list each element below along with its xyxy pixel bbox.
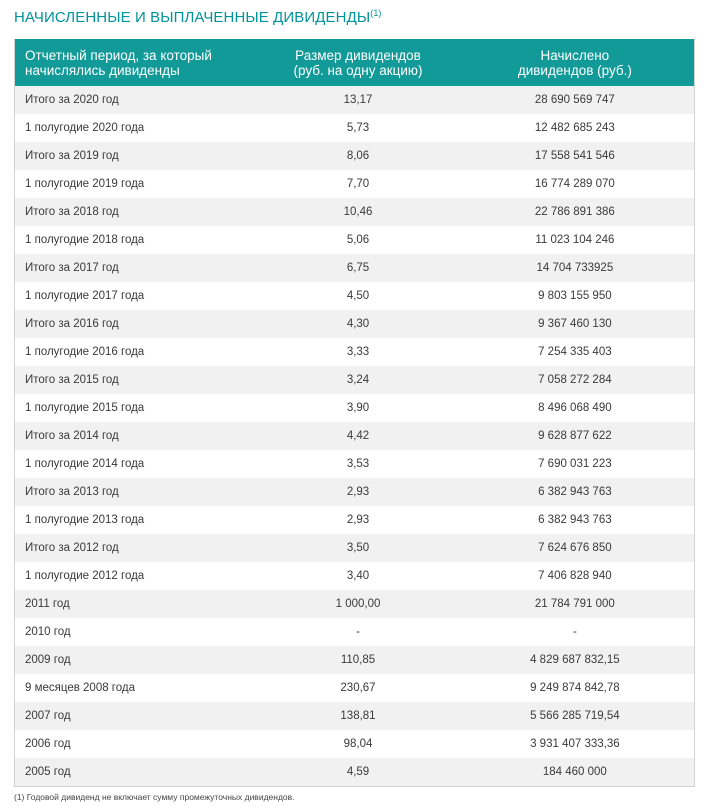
cell-size: 2,93 xyxy=(346,486,370,498)
cell-size: - xyxy=(356,626,360,638)
cell-period: 1 полугодие 2012 года xyxy=(25,570,145,582)
table-row xyxy=(15,198,694,226)
cell-size: 138,81 xyxy=(340,710,376,722)
cell-period: 1 полугодие 2018 года xyxy=(25,234,145,246)
cell-period: Итого за 2015 год xyxy=(25,374,119,386)
cell-period: 2005 год xyxy=(25,766,71,778)
header-period xyxy=(15,39,260,86)
cell-accrued: 8 496 068 490 xyxy=(538,402,612,414)
table-row xyxy=(15,702,694,730)
cell-period: 2009 год xyxy=(25,654,71,666)
cell-size: 98,04 xyxy=(343,738,373,750)
cell-accrued: 9 803 155 950 xyxy=(538,290,612,302)
table-header xyxy=(15,39,694,86)
cell-period: Итого за 2019 год xyxy=(25,150,119,162)
cell-period: 1 полугодие 2013 года xyxy=(25,514,145,526)
table-row xyxy=(15,86,694,114)
cell-period: 2006 год xyxy=(25,738,71,750)
table-row xyxy=(15,282,694,310)
cell-accrued: 6 382 943 763 xyxy=(538,486,612,498)
cell-period: 2007 год xyxy=(25,710,71,722)
cell-accrued: 7 406 828 940 xyxy=(538,570,612,582)
cell-size: 7,70 xyxy=(346,178,370,190)
cell-size: 2,93 xyxy=(346,514,370,526)
table-row xyxy=(15,450,694,478)
cell-size: 3,90 xyxy=(346,402,370,414)
header-size-line1: Размер дивидендов xyxy=(295,47,421,63)
cell-period: 1 полугодие 2014 года xyxy=(25,458,145,470)
table-row xyxy=(15,226,694,254)
table-row xyxy=(15,506,694,534)
cell-accrued: 9 628 877 622 xyxy=(538,430,612,442)
cell-size: 4,42 xyxy=(346,430,370,442)
cell-size: 6,75 xyxy=(346,262,370,274)
cell-accrued: 22 786 891 386 xyxy=(534,206,615,218)
cell-accrued: 14 704 733925 xyxy=(536,262,614,274)
cell-period: Итого за 2018 год xyxy=(25,206,119,218)
table-row xyxy=(15,366,694,394)
title-footnote-marker: (1) xyxy=(370,8,382,18)
table-body xyxy=(15,86,694,786)
header-period-line2: начислялись дивиденды xyxy=(25,62,180,78)
cell-accrued: 11 023 104 246 xyxy=(535,234,615,246)
table-row xyxy=(15,142,694,170)
cell-size: 5,73 xyxy=(346,122,370,134)
table-row xyxy=(15,422,694,450)
cell-accrued: 6 382 943 763 xyxy=(538,514,612,526)
cell-period: 1 полугодие 2015 года xyxy=(25,402,145,414)
footnote: (1) Годовой дивиденд не включает сумму промежуточных дивидендов. xyxy=(14,792,295,802)
cell-size: 4,50 xyxy=(346,290,370,302)
cell-period: 2011 год xyxy=(25,598,70,610)
page-title-text: НАЧИСЛЕННЫЕ И ВЫПЛАЧЕННЫЕ ДИВИДЕНДЫ xyxy=(14,9,371,26)
cell-size: 3,53 xyxy=(346,458,370,470)
cell-accrued: 7 058 272 284 xyxy=(538,374,612,386)
cell-size: 110,85 xyxy=(340,654,376,666)
table-row xyxy=(15,394,694,422)
cell-period: Итого за 2012 год xyxy=(25,542,119,554)
cell-period: Итого за 2014 год xyxy=(25,430,119,442)
cell-period: 9 месяцев 2008 года xyxy=(25,682,135,694)
cell-size: 3,33 xyxy=(346,346,370,358)
table-row xyxy=(15,338,694,366)
cell-size: 4,59 xyxy=(346,766,370,778)
cell-size: 10,46 xyxy=(343,206,373,218)
cell-period: 2010 год xyxy=(25,626,71,638)
cell-accrued: 9 367 460 130 xyxy=(538,318,612,330)
table-row xyxy=(15,534,694,562)
cell-period: Итого за 2013 год xyxy=(25,486,119,498)
table-row xyxy=(15,310,694,338)
table-row xyxy=(15,114,694,142)
table-row xyxy=(15,758,694,786)
cell-period: 1 полугодие 2017 года xyxy=(25,290,145,302)
table-row xyxy=(15,254,694,282)
cell-size: 230,67 xyxy=(340,682,376,694)
cell-accrued: 9 249 874 842,78 xyxy=(530,682,620,694)
cell-size: 4,30 xyxy=(346,318,370,330)
cell-accrued: 28 690 569 747 xyxy=(534,94,615,106)
cell-accrued: - xyxy=(572,626,577,638)
header-accrued xyxy=(456,39,694,86)
table-row xyxy=(15,730,694,758)
table-row xyxy=(15,170,694,198)
header-accrued-line2: дивидендов (руб.) xyxy=(517,62,632,78)
cell-size: 1 000,00 xyxy=(335,598,381,610)
header-size-line2: (руб. на одну акцию) xyxy=(293,62,423,78)
table-row xyxy=(15,590,694,618)
header-period-line1: Отчетный период, за который xyxy=(25,47,212,63)
cell-period: 1 полугодие 2019 года xyxy=(25,178,145,190)
cell-size: 3,40 xyxy=(346,570,370,582)
cell-size: 3,50 xyxy=(346,542,370,554)
page-title xyxy=(14,9,382,26)
cell-accrued: 7 254 335 403 xyxy=(538,346,612,358)
cell-size: 8,06 xyxy=(346,150,370,162)
cell-period: 1 полугодие 2016 года xyxy=(25,346,145,358)
cell-accrued: 17 558 541 546 xyxy=(534,150,615,162)
cell-accrued: 7 624 676 850 xyxy=(538,542,612,554)
table-row xyxy=(15,674,694,702)
table-row xyxy=(15,618,694,646)
cell-accrued: 12 482 685 243 xyxy=(534,122,615,134)
table-row xyxy=(15,646,694,674)
cell-period: Итого за 2017 год xyxy=(25,262,119,274)
cell-accrued: 16 774 289 070 xyxy=(534,178,615,190)
cell-period: 1 полугодие 2020 года xyxy=(25,122,145,134)
cell-accrued: 7 690 031 223 xyxy=(538,458,612,470)
header-size xyxy=(260,39,455,86)
cell-size: 3,24 xyxy=(346,374,370,386)
cell-period: Итого за 2020 год xyxy=(25,94,119,106)
cell-accrued: 4 829 687 832,15 xyxy=(530,654,620,666)
table-row xyxy=(15,562,694,590)
header-accrued-line1: Начислено xyxy=(540,47,610,63)
cell-accrued: 21 784 791 000 xyxy=(534,598,615,610)
table-row xyxy=(15,478,694,506)
cell-accrued: 3 931 407 333,36 xyxy=(530,738,620,750)
cell-period: Итого за 2016 год xyxy=(25,318,119,330)
cell-size: 5,06 xyxy=(346,234,370,246)
cell-accrued: 184 460 000 xyxy=(542,766,607,778)
cell-accrued: 5 566 285 719,54 xyxy=(530,710,620,722)
dividends-table xyxy=(14,39,695,787)
cell-size: 13,17 xyxy=(343,94,373,106)
